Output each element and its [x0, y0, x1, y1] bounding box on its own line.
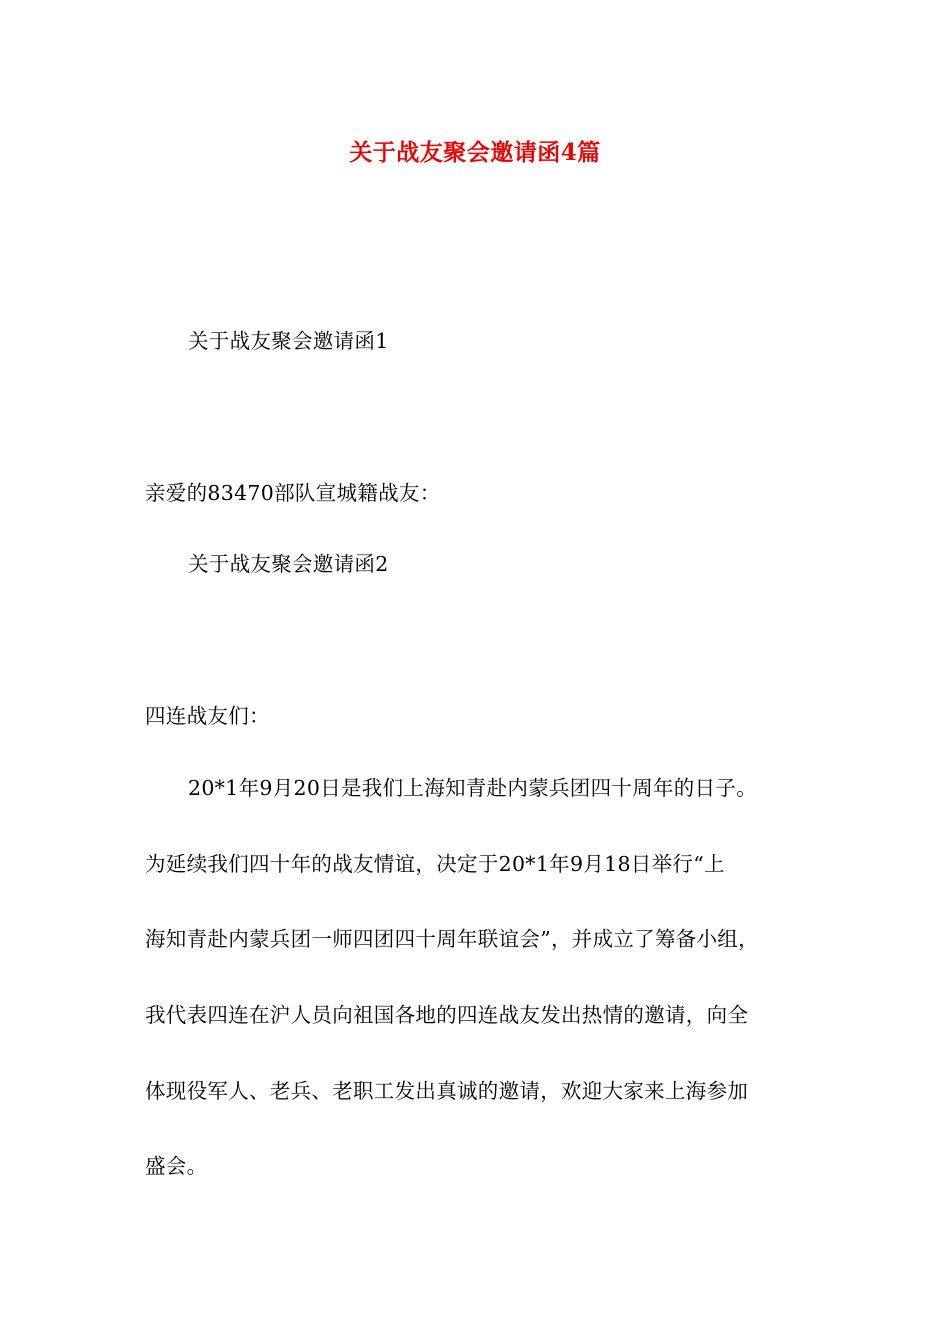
paragraph-line: 为延续我们四十年的战友情谊，决定于20*1年9月18日举行“上: [145, 852, 725, 876]
paragraph-line: 体现役军人、老兵、老职工发出真诚的邀请，欢迎大家来上海参加: [145, 1079, 749, 1103]
section-heading-2: 关于战友聚会邀请函2: [188, 552, 389, 576]
paragraph-line: 盛会。: [145, 1154, 208, 1178]
greeting-1: 亲爱的83470部队宣城籍战友：: [145, 481, 441, 505]
document-title: 关于战友聚会邀请函4篇: [349, 139, 601, 166]
greeting-2: 四连战友们：: [145, 704, 270, 728]
paragraph-line: 20*1年9月20日是我们上海知青赴内蒙兵团四十周年的日子。: [188, 776, 758, 800]
paragraph-line: 海知青赴内蒙兵团一师四团四十周年联谊会”，并成立了筹备小组，: [145, 927, 759, 951]
section-heading-1: 关于战友聚会邀请函1: [188, 329, 389, 353]
paragraph-line: 我代表四连在沪人员向祖国各地的四连战友发出热情的邀请，向全: [145, 1003, 749, 1027]
